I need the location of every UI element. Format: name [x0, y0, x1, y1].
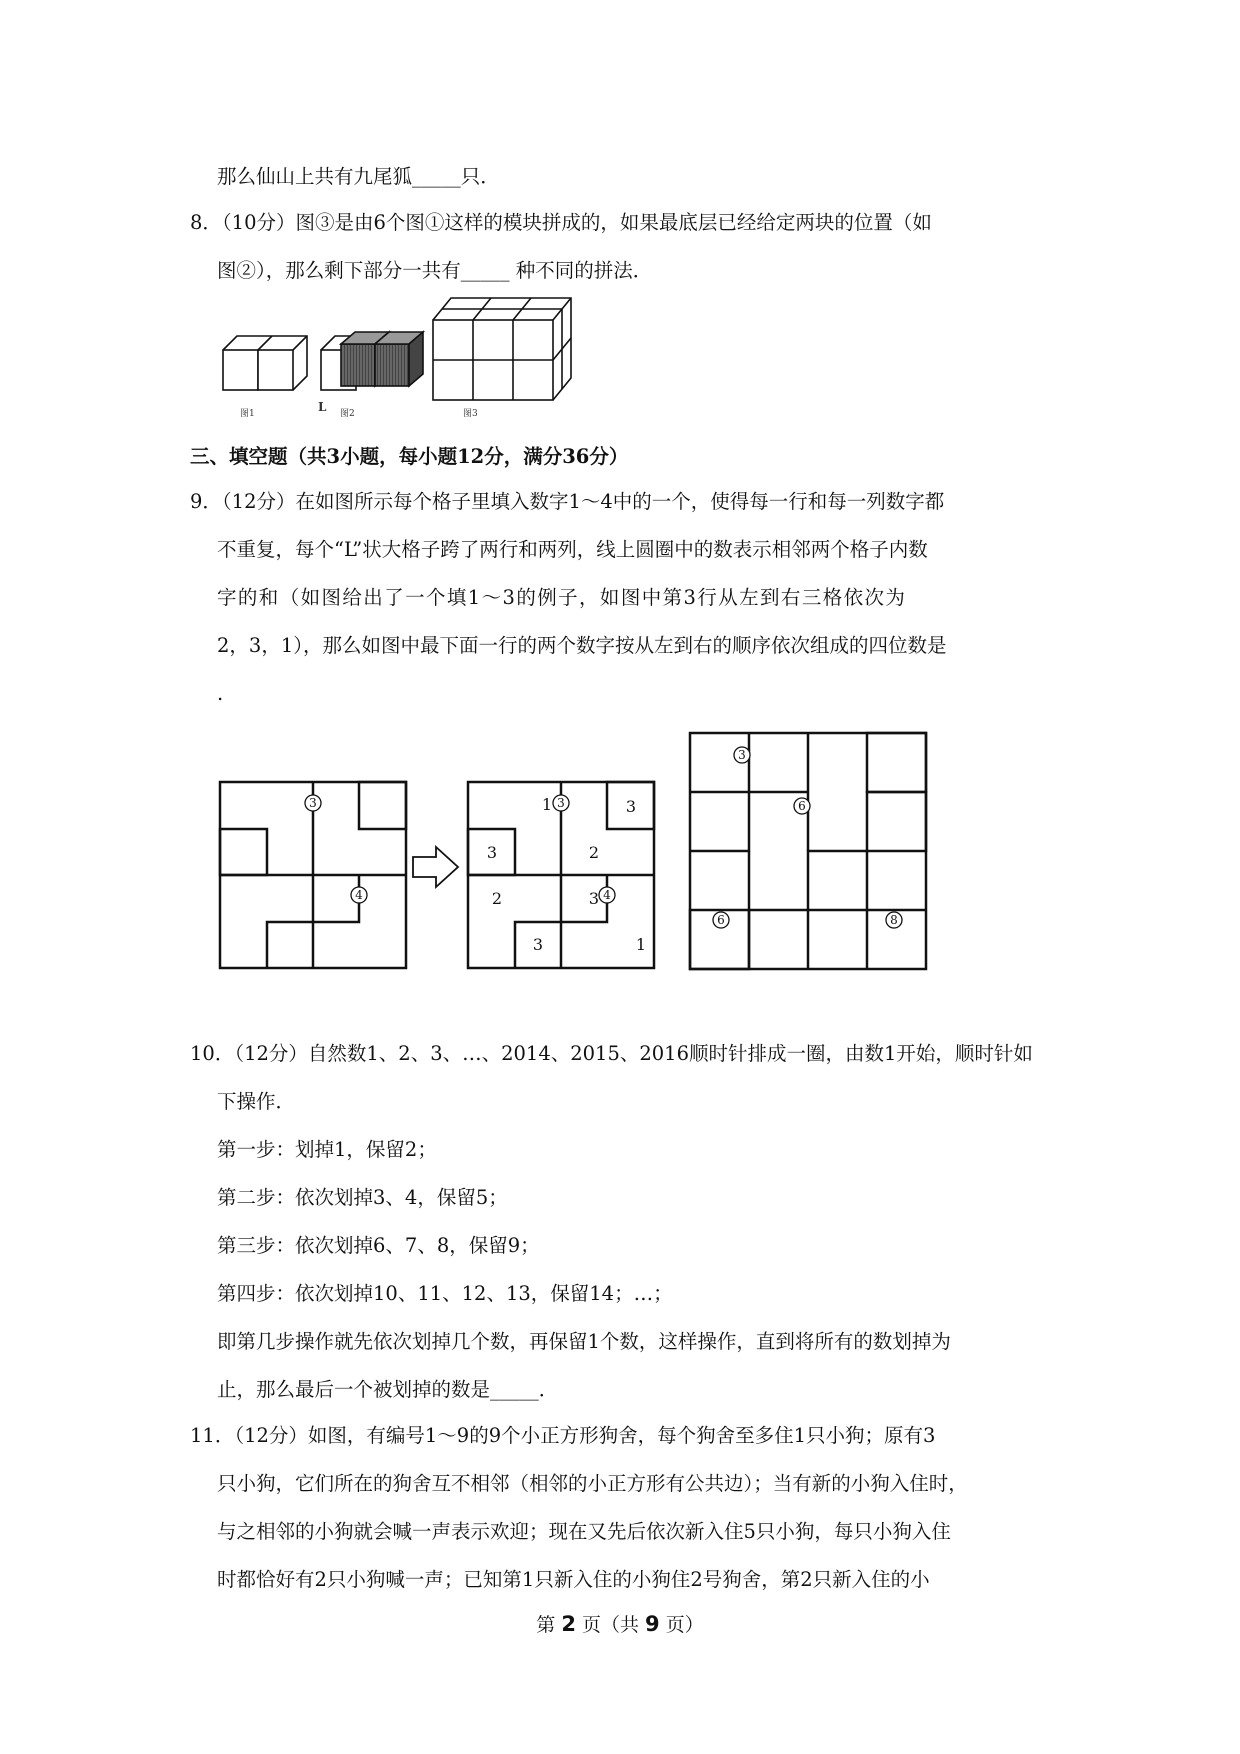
- question-9-line2: 不重复，每个“L”状大格子跨了两行和两列，线上圆圈中的数表示相邻两个格子内数: [217, 538, 928, 561]
- circle-sum: 6: [717, 913, 725, 927]
- circle-sum: 3: [738, 748, 746, 762]
- question-10-line7: 即第几步操作就先依次划掉几个数，再保留1个数，这样操作，直到将所有的数划掉为: [217, 1330, 951, 1353]
- question-10-line8: 止，那么最后一个被划掉的数是_____．: [217, 1378, 559, 1401]
- cell-number: 1: [635, 935, 647, 954]
- question-10-line1: 10．（12分）自然数1、2、3、…、2014、2015、2016顺时针排成一圈，由数1开始，顺时针如: [190, 1042, 1033, 1065]
- question-10-line2: 下操作．: [217, 1090, 296, 1113]
- text-line: 那么仙山上共有九尾狐_____只．: [217, 165, 500, 188]
- question-10-step2: 第二步：依次划掉3、4，保留5；: [217, 1186, 508, 1209]
- figure-9-grids: [210, 725, 940, 995]
- cell-number: 3: [588, 889, 600, 908]
- figure-l-label: L: [318, 400, 327, 414]
- footer-total-pages: 9: [645, 1612, 660, 1636]
- question-9-line4: 2，3，1），那么如图中最下面一行的两个数字按从左到右的顺序依次组成的四位数是: [217, 634, 947, 657]
- figure-8-cubes: [215, 270, 575, 430]
- circle-sum: 3: [309, 796, 317, 810]
- cell-number: 3: [486, 843, 498, 862]
- question-8-line2: 图②），那么剩下部分一共有_____ 种不同的拼法．: [217, 259, 653, 282]
- footer-suffix: 页）: [665, 1614, 704, 1636]
- page-footer: [0, 1610, 1240, 1637]
- question-10-step1: 第一步：划掉1，保留2；: [217, 1138, 437, 1161]
- question-11-line3: 与之相邻的小狗就会喊一声表示欢迎；现在又先后依次新入住5只小狗，每只小狗入住: [217, 1520, 951, 1543]
- circle-sum: 4: [603, 888, 611, 902]
- cell-number: 3: [532, 935, 544, 954]
- section-3-heading: 三、填空题（共3小题，每小题12分，满分36分）: [190, 445, 629, 468]
- cell-number: 3: [625, 797, 637, 816]
- footer-middle: 页（共: [581, 1614, 639, 1636]
- question-11-line4: 时都恰好有2只小狗喊一声；已知第1只新入住的小狗住2号狗舍，第2只新入住的小: [217, 1568, 930, 1591]
- figure-2-caption: 图2: [340, 409, 355, 419]
- circle-sum: 4: [355, 888, 363, 902]
- circle-sum: 6: [798, 799, 806, 813]
- cell-number: 2: [588, 843, 600, 862]
- circle-sum: 3: [557, 796, 565, 810]
- question-10-step3: 第三步：依次划掉6、7、8，保留9；: [217, 1234, 540, 1257]
- question-9-line3: 字的和（如图给出了一个填1～3的例子，如图中第3行从左到右三格依次为: [217, 586, 907, 609]
- figure-3-caption: 图3: [463, 409, 478, 419]
- figure-1-caption: 图1: [240, 409, 255, 419]
- footer-page-number: 2: [561, 1612, 576, 1636]
- question-9-line5: .: [217, 682, 224, 705]
- question-10-step4: 第四步：依次划掉10、11、12、13，保留14；…；: [217, 1282, 673, 1305]
- question-9-line1: 9．（12分）在如图所示每个格子里填入数字1～4中的一个，使得每一行和每一列数字都: [190, 490, 945, 513]
- cell-number: 1: [541, 795, 553, 814]
- cell-number: 2: [491, 889, 503, 908]
- circle-sum: 8: [890, 913, 898, 927]
- question-8-line1: 8．（10分）图③是由6个图①这样的模块拼成的，如果最底层已经给定两块的位置（如: [190, 211, 932, 234]
- question-11-line1: 11．（12分）如图，有编号1～9的9个小正方形狗舍，每个狗舍至多住1只小狗；原有3: [190, 1424, 936, 1447]
- footer-prefix: 第: [536, 1614, 556, 1636]
- question-11-line2: 只小狗，它们所在的狗舍互不相邻（相邻的小正方形有公共边）；当有新的小狗入住时，: [217, 1472, 968, 1495]
